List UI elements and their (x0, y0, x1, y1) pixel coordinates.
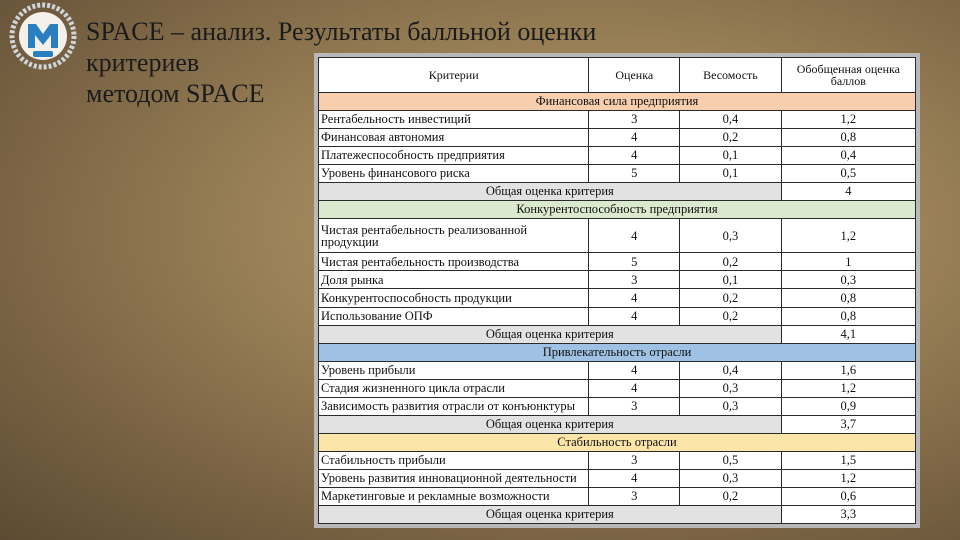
weight-cell: 0,3 (680, 469, 781, 487)
weight-cell: 0,3 (680, 379, 781, 397)
score-cell: 3 (589, 110, 680, 128)
total-score-cell: 0,4 (781, 146, 915, 164)
table-header-row (319, 58, 916, 93)
score-cell: 4 (589, 307, 680, 325)
score-cell: 5 (589, 164, 680, 182)
table-row (319, 397, 916, 415)
criterion-cell: Чистая рентабельность производства (319, 253, 589, 271)
section-title: Финансовая сила предприятия (319, 92, 916, 110)
table-row (319, 218, 916, 253)
weight-cell: 0,1 (680, 146, 781, 164)
criterion-cell: Чистая рентабельность реализованной продукции (319, 218, 589, 253)
slide-title-line2: методом SPACE (86, 79, 265, 108)
score-cell: 4 (589, 128, 680, 146)
total-score-cell: 0,8 (781, 128, 915, 146)
score-cell: 3 (589, 451, 680, 469)
section-total-label: Общая оценка критерия (319, 325, 782, 343)
section-total-value: 4 (781, 182, 915, 200)
section-total-row (319, 325, 916, 343)
criterion-cell: Рентабельность инвестиций (319, 110, 589, 128)
score-cell: 4 (589, 146, 680, 164)
criterion-cell: Уровень прибыли (319, 361, 589, 379)
total-score-cell: 0,8 (781, 289, 915, 307)
total-score-cell: 0,8 (781, 307, 915, 325)
section-total-value: 3,3 (781, 505, 915, 523)
section-title: Привлекательность отрасли (319, 343, 916, 361)
weight-cell: 0,4 (680, 110, 781, 128)
score-cell: 5 (589, 253, 680, 271)
weight-cell: 0,2 (680, 289, 781, 307)
header-score: Оценка (589, 58, 680, 93)
header-criteria: Критерии (319, 58, 589, 93)
total-score-cell: 1,2 (781, 469, 915, 487)
weight-cell: 0,2 (680, 307, 781, 325)
section-total-label: Общая оценка критерия (319, 415, 782, 433)
total-score-cell: 1,5 (781, 451, 915, 469)
weight-cell: 0,3 (680, 218, 781, 253)
section-total-value: 4,1 (781, 325, 915, 343)
total-score-cell: 1,6 (781, 361, 915, 379)
criterion-cell: Уровень финансового риска (319, 164, 589, 182)
table-row (319, 128, 916, 146)
total-score-cell: 1,2 (781, 379, 915, 397)
section-total-label: Общая оценка критерия (319, 505, 782, 523)
table-row (319, 487, 916, 505)
weight-cell: 0,5 (680, 451, 781, 469)
table-row (319, 289, 916, 307)
criterion-cell: Доля рынка (319, 271, 589, 289)
total-score-cell: 1,2 (781, 110, 915, 128)
criterion-cell: Финансовая автономия (319, 128, 589, 146)
score-cell: 4 (589, 379, 680, 397)
table-row (319, 253, 916, 271)
table-row (319, 307, 916, 325)
slide-title-line1: SPACE – анализ. Результаты балльной оценки критериев (86, 17, 597, 77)
section-header-row (319, 200, 916, 218)
space-criteria-table-frame (314, 53, 920, 528)
score-cell: 3 (589, 487, 680, 505)
section-total-row (319, 182, 916, 200)
section-total-row (319, 505, 916, 523)
total-score-cell: 0,9 (781, 397, 915, 415)
university-emblem-icon (6, 2, 80, 70)
criterion-cell: Платежеспособность предприятия (319, 146, 589, 164)
score-cell: 4 (589, 218, 680, 253)
table-row (319, 379, 916, 397)
section-title: Конкурентоспособность предприятия (319, 200, 916, 218)
table-row (319, 469, 916, 487)
criterion-cell: Стабильность прибыли (319, 451, 589, 469)
criterion-cell: Уровень развития инновационной деятельности (319, 469, 589, 487)
criterion-cell: Конкурентоспособность продукции (319, 289, 589, 307)
total-score-cell: 0,3 (781, 271, 915, 289)
section-header-row (319, 343, 916, 361)
criterion-cell: Использование ОПФ (319, 307, 589, 325)
criterion-cell: Зависимость развития отрасли от конъюнктуры (319, 397, 589, 415)
total-score-cell: 1 (781, 253, 915, 271)
space-criteria-table (318, 57, 916, 524)
header-weight: Весомость (680, 58, 781, 93)
weight-cell: 0,1 (680, 164, 781, 182)
total-score-cell: 1,2 (781, 218, 915, 253)
criterion-cell: Стадия жизненного цикла отрасли (319, 379, 589, 397)
score-cell: 4 (589, 469, 680, 487)
table-row (319, 271, 916, 289)
total-score-cell: 0,6 (781, 487, 915, 505)
table-row (319, 110, 916, 128)
section-total-label: Общая оценка критерия (319, 182, 782, 200)
table-body (319, 58, 916, 524)
table-row (319, 361, 916, 379)
score-cell: 3 (589, 271, 680, 289)
criterion-cell: Маркетинговые и рекламные возможности (319, 487, 589, 505)
score-cell: 4 (589, 361, 680, 379)
section-title: Стабильность отрасли (319, 433, 916, 451)
table-row (319, 146, 916, 164)
table-row (319, 164, 916, 182)
weight-cell: 0,3 (680, 397, 781, 415)
section-total-value: 3,7 (781, 415, 915, 433)
table-row (319, 451, 916, 469)
score-cell: 4 (589, 289, 680, 307)
section-total-row (319, 415, 916, 433)
weight-cell: 0,2 (680, 253, 781, 271)
score-cell: 3 (589, 397, 680, 415)
weight-cell: 0,1 (680, 271, 781, 289)
header-total-score: Обобщенная оценка баллов (781, 58, 915, 93)
weight-cell: 0,2 (680, 487, 781, 505)
section-header-row (319, 433, 916, 451)
weight-cell: 0,4 (680, 361, 781, 379)
weight-cell: 0,2 (680, 128, 781, 146)
total-score-cell: 0,5 (781, 164, 915, 182)
section-header-row (319, 92, 916, 110)
